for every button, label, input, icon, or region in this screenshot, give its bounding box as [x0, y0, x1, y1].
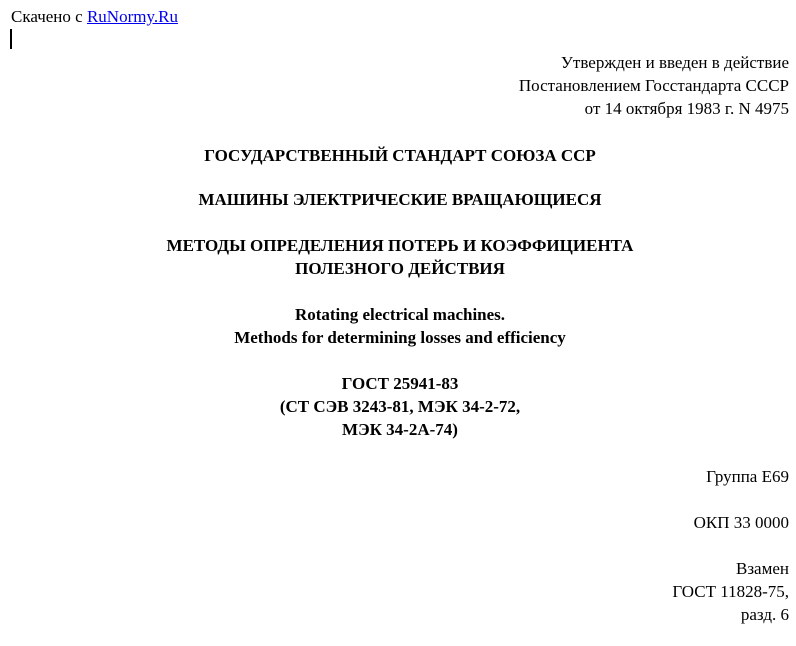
title-line-2: ПОЛЕЗНОГО ДЕЙСТВИЯ — [295, 259, 505, 278]
gost-equivalents-line-2: МЭК 34-2А-74) — [342, 420, 458, 439]
okp-text: ОКП 33 0000 — [693, 513, 789, 532]
machines-heading — [0, 188, 796, 211]
replaces-block — [672, 557, 789, 626]
group-text: Группа Е69 — [706, 467, 789, 486]
gost-number: ГОСТ 25941-83 — [341, 374, 459, 393]
english-title-line-2: Methods for determining losses and efficiency — [234, 328, 566, 347]
english-title-line-1: Rotating electrical machines. — [294, 305, 506, 324]
okp-code — [694, 511, 789, 534]
title-line-1: МЕТОДЫ ОПРЕДЕЛЕНИЯ ПОТЕРЬ И КОЭФФИЦИЕНТА — [166, 236, 634, 255]
source-prefix: Скачено с — [11, 7, 87, 26]
approval-block — [519, 51, 789, 120]
approval-line-1: Утвержден и введен в действие — [560, 53, 789, 72]
state-standard-heading — [0, 144, 796, 167]
document-title — [0, 234, 796, 280]
english-title — [0, 303, 796, 349]
approval-line-3: от 14 октября 1983 г. N 4975 — [584, 99, 789, 118]
replaces-line-1: Взамен — [735, 559, 789, 578]
approval-line-2: Постановлением Госстандарта СССР — [518, 76, 789, 95]
text-cursor — [10, 29, 12, 49]
gost-designation — [0, 372, 796, 441]
replaces-line-2: ГОСТ 11828-75, — [672, 582, 789, 601]
machines-text: МАШИНЫ ЭЛЕКТРИЧЕСКИЕ ВРАЩАЮЩИЕСЯ — [198, 190, 602, 209]
gost-equivalents-line-1: (СТ СЭВ 3243-81, МЭК 34-2-72, — [279, 397, 521, 416]
state-standard-text: ГОСУДАРСТВЕННЫЙ СТАНДАРТ СОЮЗА ССР — [204, 146, 596, 165]
source-line — [11, 5, 178, 28]
group-code — [706, 465, 789, 488]
source-link[interactable]: RuNormy.Ru — [86, 7, 178, 26]
replaces-line-3: разд. 6 — [740, 605, 789, 624]
